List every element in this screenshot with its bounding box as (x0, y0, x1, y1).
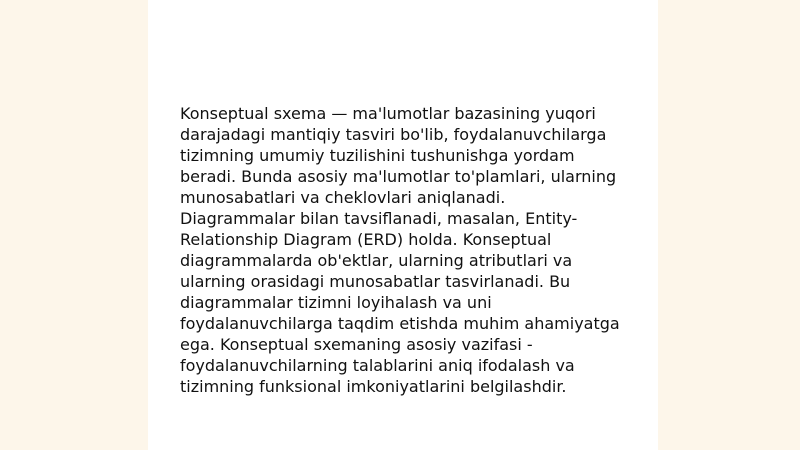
document-page (148, 0, 658, 450)
body-paragraph: Konseptual sxema — ma'lumotlar bazasining yuqori darajadagi mantiqiy tasviri bo'lib, foydalanuvchilarga tizimning umumiy tuzilishini tushunishga yordam beradi. Bunda asosiy ma'lumotlar to'plamlari, ularning munosabatlari va cheklovlari aniqlanadi. Diagrammalar bilan tavsiflanadi, masalan, Entity-Relationship Diagram (ERD) holda. Konseptual diagrammalarda ob'ektlar, ularning atributlari va ularning orasidagi munosabatlar tasvirlanadi. Bu diagrammalar tizimni loyihalash va uni foydalanuvchilarga taqdim etishda muhim ahamiyatga ega. Konseptual sxemaning asosiy vazifasi - foydalanuvchilarning talablarini aniq ifodalash va tizimning funksional imkoniyatlarini belgilashdir. (180, 104, 620, 396)
